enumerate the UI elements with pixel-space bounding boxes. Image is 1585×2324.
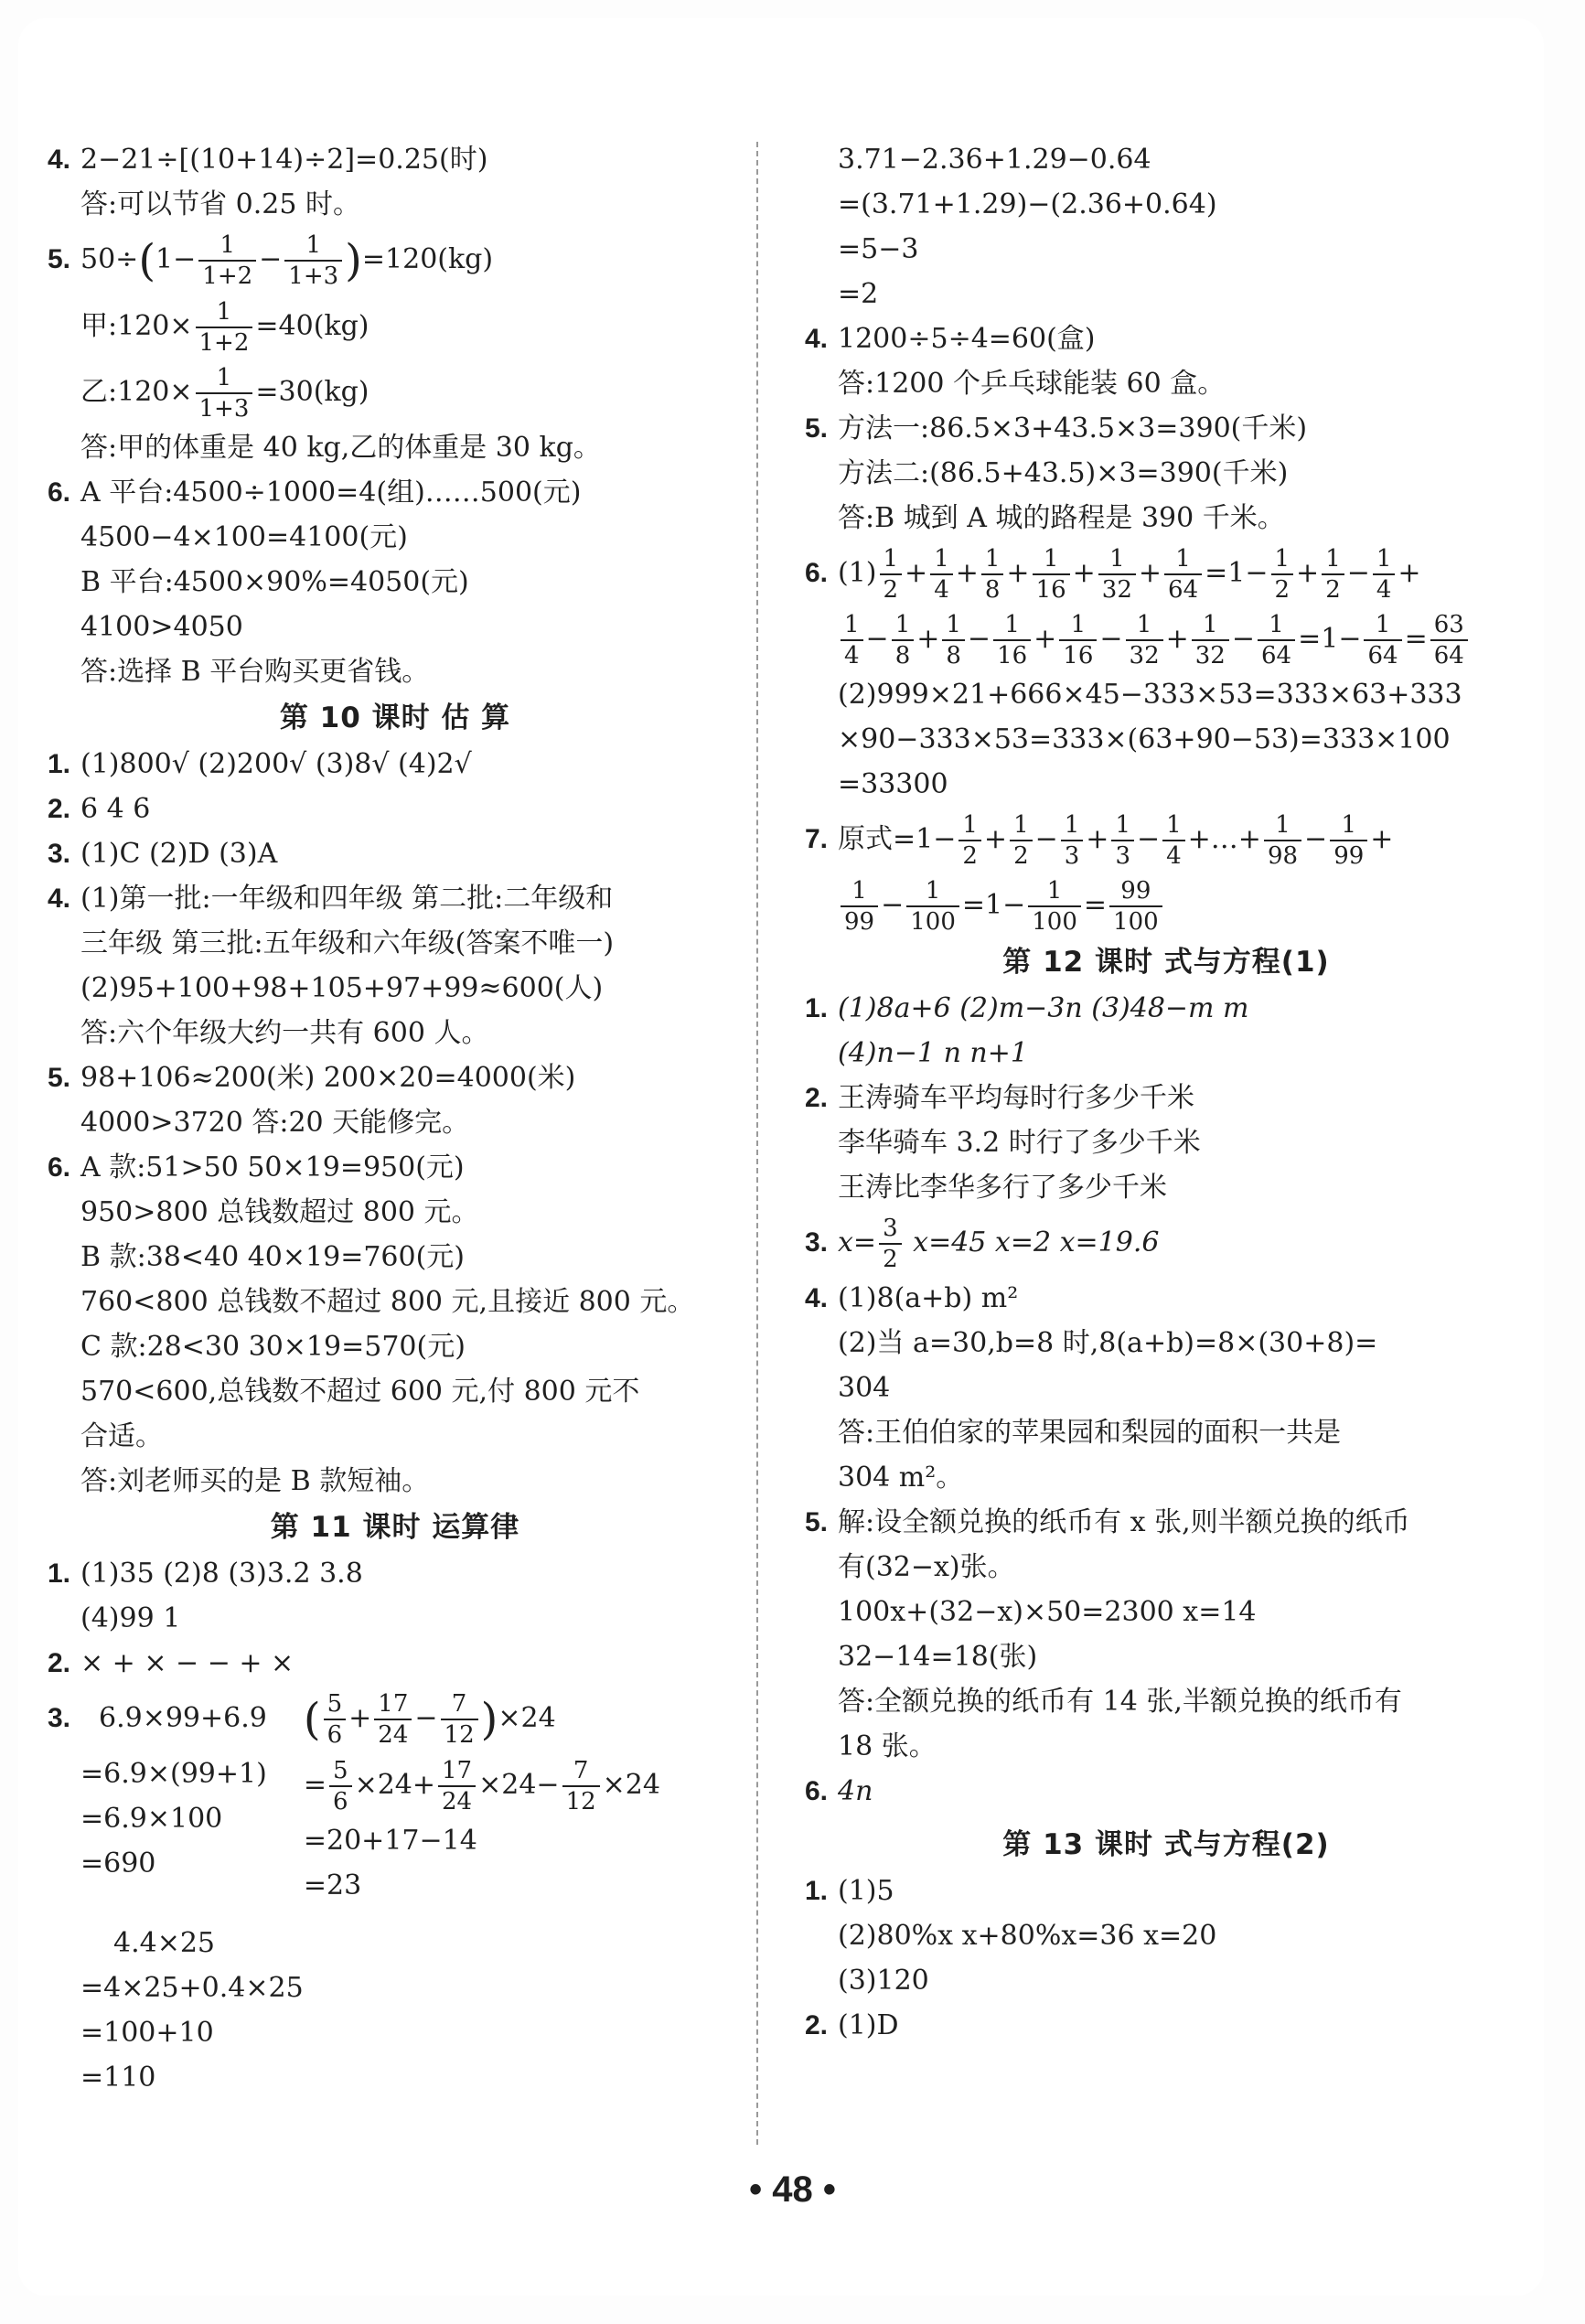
answer-line: 答:B 城到 A 城的路程是 390 千米。 <box>838 502 1285 534</box>
answer-line: 李华骑车 3.2 时行了多少千米 <box>838 1127 1201 1159</box>
answer-line: 甲:120× $\frac{1}{1+2}$ =40(kg) <box>80 298 369 357</box>
answer-line: 304 m²。 <box>838 1462 964 1494</box>
fraction: $\frac{7}{12}$ <box>562 1756 600 1816</box>
answer-line: 6. A 款:51>50 50×19=950(元) <box>48 1151 465 1183</box>
answer-line: (4)n−1 n n+1 <box>838 1037 1028 1069</box>
fraction: $\frac{1}{2}$ <box>958 810 981 871</box>
fraction: $\frac{1}{32}$ <box>1098 544 1136 605</box>
answer-line: 18 张。 <box>838 1730 937 1762</box>
fraction: $\frac{17}{24}$ <box>374 1689 412 1750</box>
answer-line: 有(32−x)张。 <box>838 1551 1015 1583</box>
answer-line: 570<600,总钱数不超过 600 元,付 800 元不 <box>80 1376 640 1408</box>
fraction: $\frac{1}{8}$ <box>942 610 965 670</box>
column-divider <box>756 142 758 2145</box>
fraction: $\frac{1}{100}$ <box>906 876 959 937</box>
fraction: $\frac{1}{16}$ <box>1059 610 1097 670</box>
fraction: $\frac{63}{64}$ <box>1430 610 1468 670</box>
answer-line: 王涛比李华多行了多少千米 <box>838 1172 1167 1204</box>
fraction: $\frac{1}{2}$ <box>880 544 903 605</box>
answer-line: =110 <box>80 2062 156 2094</box>
answer-line: (2)999×21+666×45−333×53=333×63+333 <box>838 679 1462 711</box>
answer-line: 4. (1)8(a+b) m² <box>805 1282 1019 1314</box>
section-title: 第 11 课时 运算律 <box>270 1511 520 1544</box>
answer-line: 答:刘老师买的是 B 款短袖。 <box>80 1465 430 1497</box>
fraction: $\frac{1}{64}$ <box>1258 610 1295 670</box>
answer-line: B 平台:4500×90%=4050(元) <box>80 566 469 598</box>
answer-line: =6.9×(99+1) <box>80 1758 267 1790</box>
answer-line: 950>800 总钱数超过 800 元。 <box>80 1196 479 1228</box>
fraction: $\frac{1}{1+2}$ <box>198 230 256 291</box>
answer-line: =23 <box>303 1869 362 1901</box>
fraction: $\frac{1}{1+2}$ <box>196 297 253 358</box>
answer-line: 4. 2−21÷[(10+14)÷2]=0.25(时) <box>48 144 488 176</box>
calc-b <box>304 1686 660 1908</box>
answer-line: =100+10 <box>80 2017 214 2049</box>
answer-line: 三年级 第三批:五年级和六年级(答案不唯一) <box>80 927 615 959</box>
fraction: $\frac{1}{4}$ <box>930 544 953 605</box>
fraction: $\frac{1}{99}$ <box>1330 810 1367 871</box>
section-title: 第 12 课时 式与方程(1) <box>1002 946 1330 979</box>
answer-line: 答:甲的体重是 40 kg,乙的体重是 30 kg。 <box>80 432 601 464</box>
fraction: $\frac{1}{2}$ <box>1010 810 1033 871</box>
answer-line: 3. x= $\frac{3}{2}$ x=45 x=2 x=19.6 <box>805 1215 1160 1273</box>
answer-line: =6.9×100 <box>80 1803 223 1835</box>
answer-line: 4000>3720 答:20 天能修完。 <box>80 1107 470 1139</box>
answer-line: 5. 98+106≈200(米) 200×20=4000(米) <box>48 1062 576 1094</box>
answer-line: 4500−4×100=4100(元) <box>80 521 408 553</box>
answer-line: 4100>4050 <box>80 611 243 643</box>
fraction: $\frac{1}{16}$ <box>993 610 1031 670</box>
fraction: $\frac{1}{16}$ <box>1033 544 1070 605</box>
section-title: 第 10 课时 估 算 <box>279 701 511 734</box>
answer-line: B 款:38<40 40×19=760(元) <box>80 1241 465 1273</box>
answer-line: 4. 1200÷5÷4=60(盒) <box>805 323 1096 355</box>
answer-line: 4. (1)第一批:一年级和四年级 第二批:二年级和 <box>48 883 614 915</box>
answer-line: 乙:120× $\frac{1}{1+3}$ =30(kg) <box>80 364 369 423</box>
answer-line: 1. (1)8a+6 (2)m−3n (3)48−m m <box>805 992 1249 1024</box>
answer-line: 5. 50÷(1− $\frac{1}{1+2}$ − $\frac{1}{1+3}$ )=120(kg) <box>48 231 494 290</box>
answer-line: 答:可以节省 0.25 时。 <box>80 188 360 220</box>
answer-line: 100x+(32−x)×50=2300 x=14 <box>838 1596 1257 1628</box>
answer-line: (3)120 <box>838 1965 929 1997</box>
answer-line: =5−3 <box>838 233 919 265</box>
fraction: $\frac{1}{3}$ <box>1061 810 1084 871</box>
fraction: $\frac{99}{100}$ <box>1109 876 1162 937</box>
answer-line: 1. (1)5 <box>805 1875 894 1907</box>
answer-line: 2. 6 4 6 <box>48 793 151 825</box>
answer-line: $\frac{1}{99}$ − $\frac{1}{100}$ =1− $\frac{1}{100}$ = $\frac{99}{100}$ <box>805 873 1527 938</box>
answer-line: 2. (1)D <box>805 2009 899 2041</box>
answer-line: 4.4×25 <box>113 1927 216 1959</box>
answer-line: 7. 原式=1− $\frac{1}{2}$ + $\frac{1}{2}$ − $\frac{1}{3}$ + $\frac{1}{3}$ − $\frac{1}{4}$ +…+ $\frac{1}{98}$ − $\frac{1}{99}$ + <box>805 811 1394 870</box>
answer-line: = $\frac{5}{6}$ ×24+ $\frac{17}{24}$ ×24− $\frac{7}{12}$ ×24 <box>303 1757 660 1815</box>
page-number: • 48 • <box>749 2169 836 2210</box>
answer-line: 5. 方法一:86.5×3+43.5×3=390(千米) <box>805 412 1308 444</box>
answer-line: 6. A 平台:4500÷1000=4(组)……500(元) <box>48 477 582 509</box>
fraction: $\frac{7}{12}$ <box>441 1689 478 1750</box>
section-title: 第 13 课时 式与方程(2) <box>1002 1828 1330 1861</box>
answer-line: =33300 <box>838 768 948 800</box>
fraction: $\frac{1}{98}$ <box>1264 810 1301 871</box>
fraction: $\frac{17}{24}$ <box>438 1756 476 1816</box>
answer-line: C 款:28<30 30×19=570(元) <box>80 1331 466 1363</box>
answer-line: (4)99 1 <box>80 1602 181 1634</box>
answer-line: 答:1200 个乒乓球能装 60 盒。 <box>838 368 1226 400</box>
answer-line: 合适。 <box>80 1420 163 1452</box>
answer-line: =4×25+0.4×25 <box>80 1972 304 2004</box>
fraction: $\frac{1}{64}$ <box>1164 544 1202 605</box>
fraction: $\frac{1}{8}$ <box>981 544 1004 605</box>
answer-line: 答:六个年级大约一共有 600 人。 <box>80 1017 489 1049</box>
fraction: $\frac{5}{6}$ <box>329 1756 352 1816</box>
answer-line: 760<800 总钱数不超过 800 元,且接近 800 元。 <box>80 1286 695 1318</box>
fraction: $\frac{1}{32}$ <box>1192 610 1229 670</box>
answer-line: 答:全额兑换的纸币有 14 张,半额兑换的纸币有 <box>838 1686 1402 1718</box>
fraction: $\frac{1}{2}$ <box>1322 544 1344 605</box>
fraction: $\frac{1}{3}$ <box>1111 810 1134 871</box>
answer-line: 3. 6.9×99+6.9 <box>48 1702 267 1734</box>
answer-line: =20+17−14 <box>303 1825 477 1857</box>
answer-line: 答:王伯伯家的苹果园和梨园的面积一共是 <box>838 1417 1342 1449</box>
answer-line: 1. (1)35 (2)8 (3)3.2 3.8 <box>48 1558 363 1590</box>
fraction: $\frac{1}{64}$ <box>1364 610 1401 670</box>
answer-line: 答:选择 B 平台购买更省钱。 <box>80 656 430 688</box>
fraction: $\frac{1}{1+3}$ <box>196 363 253 423</box>
fraction: $\frac{1}{99}$ <box>841 876 878 937</box>
fraction: $\frac{1}{4}$ <box>1162 810 1185 871</box>
answer-line: (2)95+100+98+105+97+99≈600(人) <box>80 972 604 1004</box>
answer-line: 1. (1)800√ (2)200√ (3)8√ (4)2√ <box>48 748 472 780</box>
fraction: $\frac{5}{6}$ <box>324 1689 347 1750</box>
answer-line: 304 <box>838 1372 891 1404</box>
fraction: $\frac{3}{2}$ <box>879 1214 902 1274</box>
answer-line: 6. (1) $\frac{1}{2}$ + $\frac{1}{4}$ + $\frac{1}{8}$ + $\frac{1}{16}$ + $\frac{1}{32}$ + $\frac{1}{64}$ =1− $\frac{1}{2}$ + $\frac{1}{2}$ − $\frac{1}{4}$ + <box>805 545 1421 604</box>
answer-line: 6. 4n <box>805 1775 873 1807</box>
answer-line: (2)当 a=30,b=8 时,8(a+b)=8×(30+8)= <box>838 1327 1378 1359</box>
q3-calculations <box>48 1686 743 1908</box>
answer-line: 方法二:(86.5+43.5)×3=390(千米) <box>838 457 1289 489</box>
right-column <box>805 137 1527 2048</box>
fraction: $\frac{1}{8}$ <box>892 610 915 670</box>
fraction: $\frac{1}{32}$ <box>1126 610 1163 670</box>
answer-line: 3.71−2.36+1.29−0.64 <box>838 144 1151 176</box>
answer-line: =690 <box>80 1847 156 1880</box>
answer-line: =2 <box>838 278 879 310</box>
answer-line: ( $\frac{5}{6}$ + $\frac{17}{24}$ − $\frac{7}{12}$ )×24 <box>303 1690 556 1749</box>
answer-line: (2)80%x x+80%x=36 x=20 <box>838 1920 1217 1952</box>
answer-line: 3. (1)C (2)D (3)A <box>48 838 278 870</box>
answer-line: 2. 王涛骑车平均每时行多少千米 <box>805 1082 1194 1114</box>
answer-line: $\frac{1}{4}$ − $\frac{1}{8}$ + $\frac{1}{8}$ − $\frac{1}{16}$ + $\frac{1}{16}$ − $\frac{1}{32}$ + $\frac{1}{32}$ − $\frac{1}{64}$ =1− $\frac{1}{64}$ = $\frac{63}{64}$ <box>805 606 1527 672</box>
answer-line: 32−14=18(张) <box>838 1641 1038 1673</box>
answer-line: =(3.71+1.29)−(2.36+0.64) <box>838 188 1217 220</box>
left-column <box>48 137 743 2100</box>
calc-a <box>48 1686 267 1908</box>
fraction: $\frac{1}{100}$ <box>1028 876 1081 937</box>
answer-line: ×90−333×53=333×(63+90−53)=333×100 <box>838 723 1451 755</box>
answer-line: 2. × + × − − + × <box>48 1647 295 1679</box>
fraction: $\frac{1}{2}$ <box>1271 544 1294 605</box>
fraction: $\frac{1}{1+3}$ <box>284 230 342 291</box>
fraction: $\frac{1}{4}$ <box>1373 544 1396 605</box>
answer-line: 5. 解:设全额兑换的纸币有 x 张,则半额兑换的纸币 <box>805 1506 1410 1538</box>
fraction: $\frac{1}{4}$ <box>841 610 863 670</box>
